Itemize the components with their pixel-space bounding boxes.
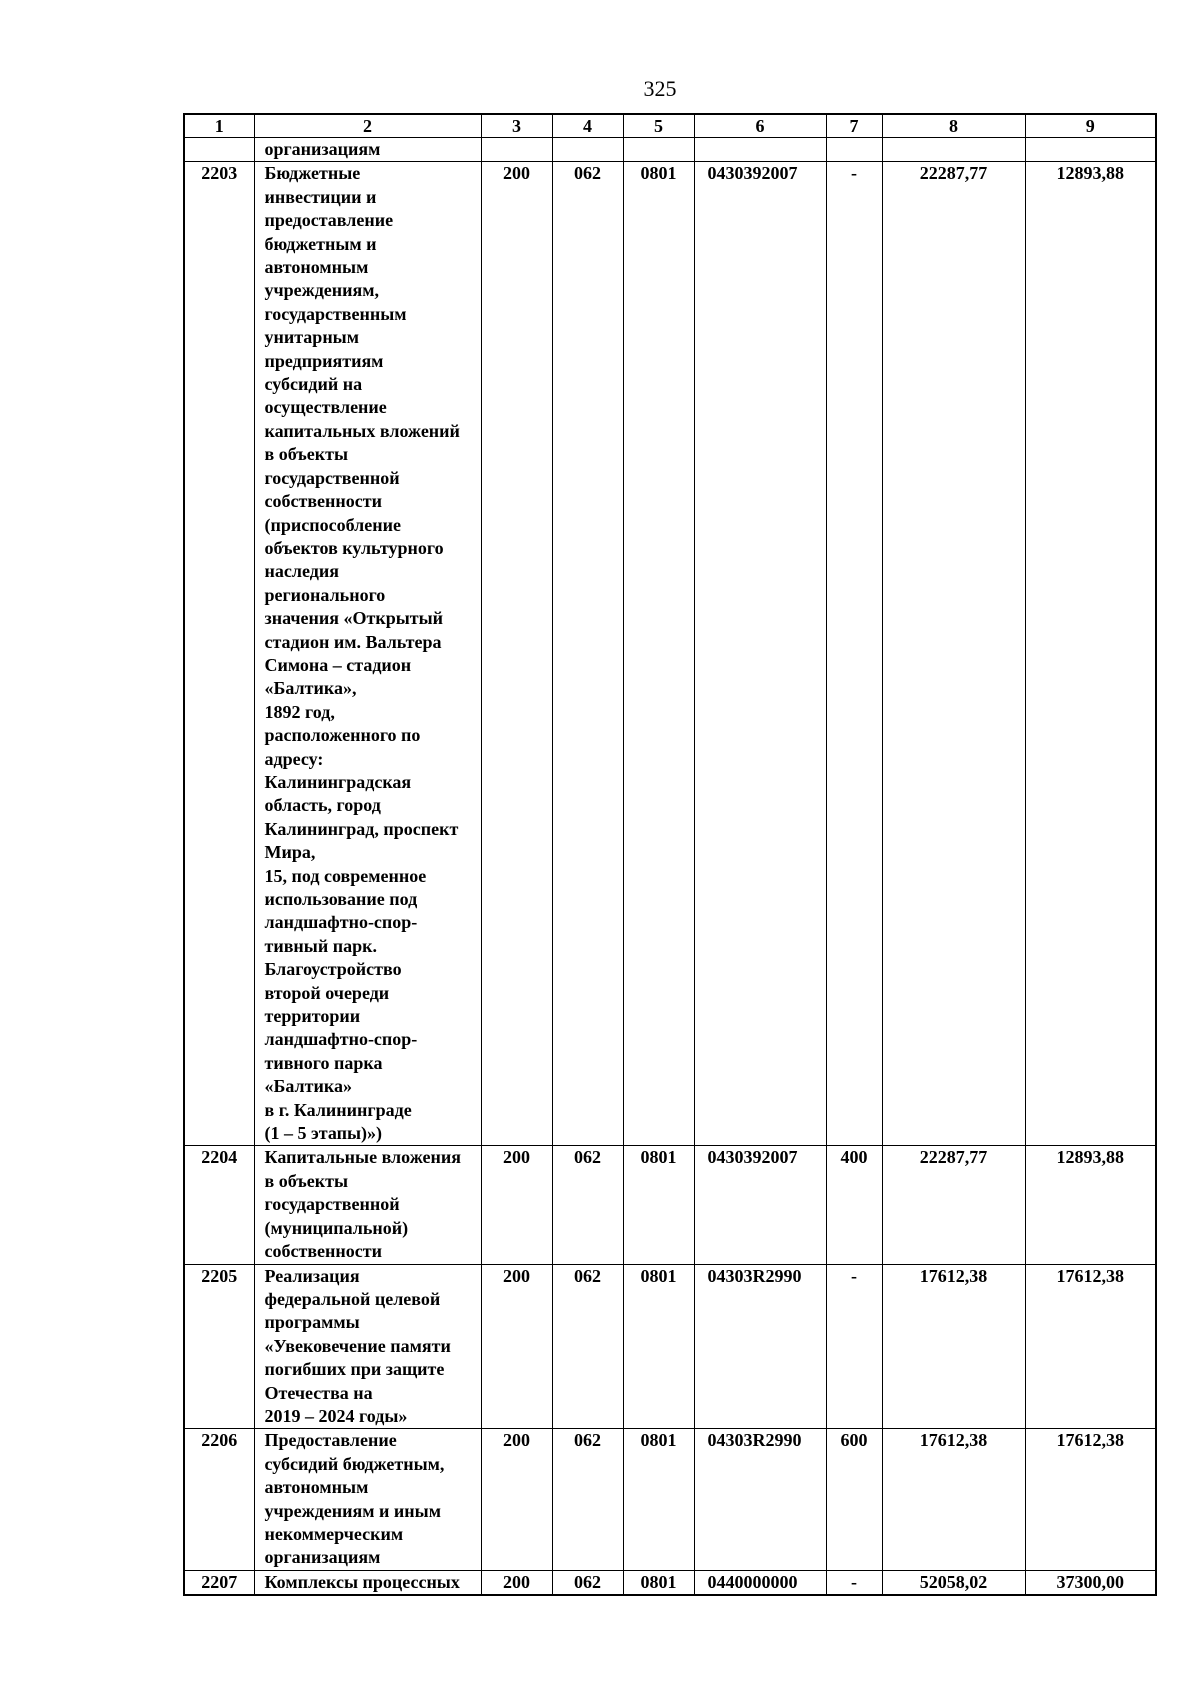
table-row: [184, 1429, 1156, 1570]
header-cell: 6: [694, 114, 826, 138]
row-col4: 062: [552, 162, 623, 1146]
row-number: 2207: [184, 1570, 254, 1595]
table-row: [184, 1570, 1156, 1595]
continuation-row: [184, 138, 1156, 162]
row-col3: 200: [481, 162, 552, 1146]
row-col5: 0801: [623, 1570, 694, 1595]
row-col8: [882, 138, 1025, 162]
header-cell: 8: [882, 114, 1025, 138]
row-col5: 0801: [623, 1264, 694, 1429]
row-col8: 17612,38: [882, 1429, 1025, 1570]
row-col7: -: [826, 162, 882, 1146]
header-cell: 3: [481, 114, 552, 138]
row-col6: 0430392007: [694, 1146, 826, 1264]
row-number: 2203: [184, 162, 254, 1146]
row-col3: 200: [481, 1146, 552, 1264]
header-cell: 4: [552, 114, 623, 138]
row-col8: 52058,02: [882, 1570, 1025, 1595]
row-col8: 22287,77: [882, 1146, 1025, 1264]
row-description: Бюджетные инвестиции и предоставление бюджетным и автономным учреждениям, государственным унитарным предприятиям субсидий на осуществление капитальных вложений в объекты государственной собственности (приспособление объектов культурного наследия регионального значения «Открытый стадион им. Вальтера Симона – стадион «Балтика», 1892 год, расположенного по адресу: Калининградская область, город Калининград, проспект Мира, 15, под современное использование под ландшафтно-спор- тивный парк. Благоустройство второй очереди территории ландшафтно-спор- тивного парка «Балтика» в г. Калининграде (1 – 5 этапы)»): [254, 162, 481, 1146]
row-description: Реализация федеральной целевой программы «Увековечение памяти погибших при защите Отечества на 2019 – 2024 годы»: [254, 1264, 481, 1429]
header-cell: 5: [623, 114, 694, 138]
table-row: [184, 1146, 1156, 1264]
row-col6: 04303R2990: [694, 1429, 826, 1570]
header-cell: 1: [184, 114, 254, 138]
row-description: Комплексы процессных: [254, 1570, 481, 1595]
row-col8: 22287,77: [882, 162, 1025, 1146]
row-col8: 17612,38: [882, 1264, 1025, 1429]
row-col9: 12893,88: [1025, 1146, 1156, 1264]
row-col9: 37300,00: [1025, 1570, 1156, 1595]
row-col4: 062: [552, 1146, 623, 1264]
row-col4: 062: [552, 1264, 623, 1429]
table-row: [184, 162, 1156, 1146]
header-cell: 9: [1025, 114, 1156, 138]
row-col9: [1025, 138, 1156, 162]
row-col9: 12893,88: [1025, 162, 1156, 1146]
header-cell: 7: [826, 114, 882, 138]
row-col5: 0801: [623, 162, 694, 1146]
header-row: [184, 114, 1156, 138]
row-number: [184, 138, 254, 162]
row-col3: 200: [481, 1570, 552, 1595]
row-col4: [552, 138, 623, 162]
header-cell: 2: [254, 114, 481, 138]
row-number: 2206: [184, 1429, 254, 1570]
row-col9: 17612,38: [1025, 1429, 1156, 1570]
row-col6: 0430392007: [694, 162, 826, 1146]
table-row: [184, 1264, 1156, 1429]
row-col6: [694, 138, 826, 162]
row-col7: 400: [826, 1146, 882, 1264]
row-col5: 0801: [623, 1429, 694, 1570]
budget-table: [183, 113, 1157, 1596]
row-col6: 04303R2990: [694, 1264, 826, 1429]
row-col7: -: [826, 1570, 882, 1595]
row-number: 2204: [184, 1146, 254, 1264]
row-col4: 062: [552, 1429, 623, 1570]
row-description: Капитальные вложения в объекты государственной (муниципальной) собственности: [254, 1146, 481, 1264]
row-col7: -: [826, 1264, 882, 1429]
row-col6: 0440000000: [694, 1570, 826, 1595]
row-col3: [481, 138, 552, 162]
row-col9: 17612,38: [1025, 1264, 1156, 1429]
row-number: 2205: [184, 1264, 254, 1429]
row-col4: 062: [552, 1570, 623, 1595]
page-number: 325: [643, 76, 677, 101]
row-description: организациям: [254, 138, 481, 162]
row-col7: 600: [826, 1429, 882, 1570]
row-col7: [826, 138, 882, 162]
row-col3: 200: [481, 1264, 552, 1429]
row-col5: [623, 138, 694, 162]
row-col3: 200: [481, 1429, 552, 1570]
row-col5: 0801: [623, 1146, 694, 1264]
row-description: Предоставление субсидий бюджетным, автономным учреждениям и иным некоммерческим организациям: [254, 1429, 481, 1570]
